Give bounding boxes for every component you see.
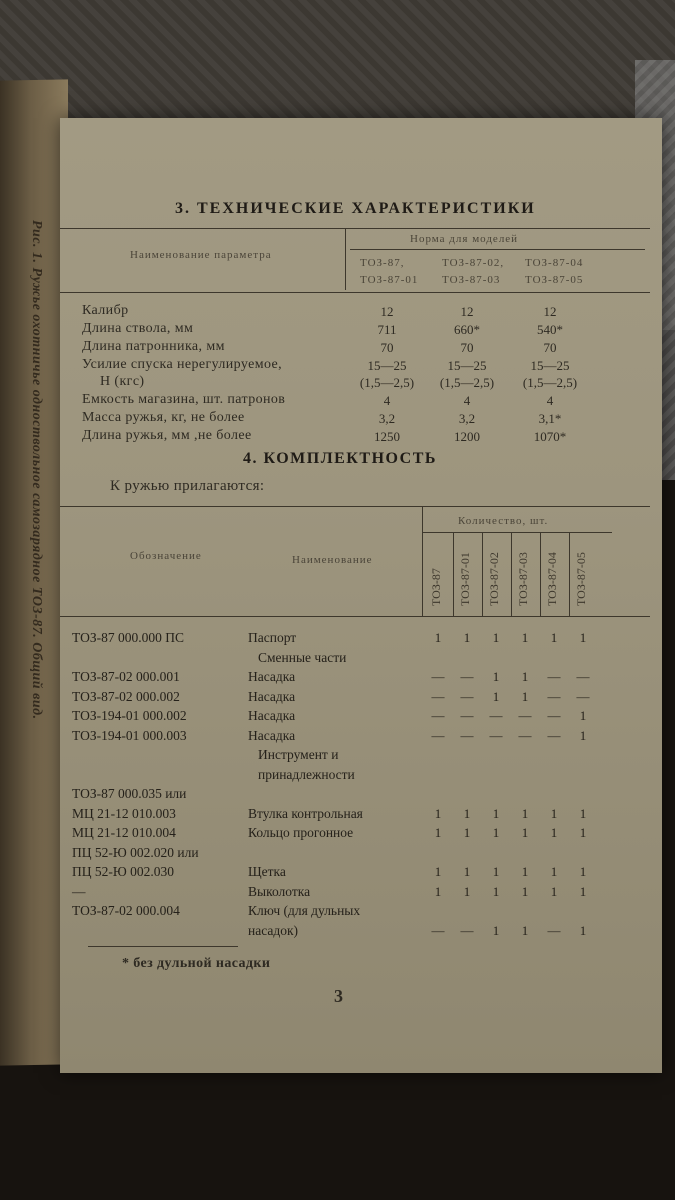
component-designation: ПЦ 52-Ю 002.020 или: [72, 844, 199, 860]
component-name: Насадка: [248, 727, 296, 743]
component-designation: —: [72, 883, 86, 899]
component-designation: ТОЗ-194-01 000.002: [72, 708, 187, 723]
component-qty: 1: [579, 922, 587, 938]
spec-name-6: Масса ружья, кг, не более: [82, 410, 245, 425]
model-col1-a: ТОЗ-87,: [360, 257, 405, 269]
component-qty: —: [460, 708, 474, 723]
component-qty: —: [547, 708, 561, 723]
spec-name-2: Длина патронника, мм: [82, 339, 225, 354]
qty-div-5: [569, 532, 570, 616]
component-designation: ТОЗ-87-02 000.002: [72, 688, 180, 704]
spec-val-3-1: 15—25: [447, 358, 487, 373]
spec-val-3-0: 15—25: [367, 358, 407, 373]
booklet-page: [60, 118, 662, 1073]
qty-model-1: ТОЗ-87-01: [458, 552, 472, 606]
col-designation-header: Обозначение: [130, 550, 202, 562]
component-qty: 1: [521, 825, 529, 840]
component-qty: 1: [521, 630, 529, 645]
qty-model-3: ТОЗ-87-03: [516, 552, 530, 606]
component-qty: —: [460, 688, 474, 704]
qty-div-2: [482, 532, 483, 616]
component-qty: 1: [492, 922, 500, 938]
component-qty: 1: [434, 630, 442, 645]
qty-model-4: ТОЗ-87-04: [545, 552, 559, 606]
component-qty: —: [460, 922, 474, 938]
component-qty: 1: [550, 883, 558, 899]
col-name-header: Наименование: [292, 554, 373, 566]
model-col2-b: ТОЗ-87-03: [442, 274, 501, 286]
component-qty: 1: [492, 805, 500, 821]
spec-val-7-0: 1250: [374, 429, 400, 444]
component-qty: 1: [521, 669, 529, 684]
spec-val-6-1: 3,2: [458, 411, 476, 426]
component-designation: ТОЗ-87 000.035 или: [72, 786, 187, 801]
component-qty: 1: [521, 864, 529, 879]
spec-val-4-1: (1,5—2,5): [439, 375, 495, 390]
rule-header-bottom: [60, 292, 650, 293]
qty-model-2: ТОЗ-87-02: [487, 552, 501, 606]
spec-val-2-0: 70: [380, 340, 394, 355]
qty-rule: [422, 532, 612, 533]
spec-name-0: Калибр: [82, 303, 129, 318]
component-qty: 1: [521, 688, 529, 704]
component-qty: —: [547, 688, 561, 704]
component-qty: 1: [579, 883, 587, 899]
spec-val-1-2: 540*: [537, 322, 563, 337]
component-qty: —: [576, 669, 590, 684]
section4-title: 4. КОМПЛЕКТНОСТЬ: [243, 450, 437, 467]
component-qty: 1: [521, 883, 529, 899]
spec-val-0-2: 12: [543, 304, 557, 319]
component-qty: —: [489, 708, 503, 723]
component-qty: 1: [550, 630, 558, 645]
component-qty: —: [489, 727, 503, 743]
component-name: Выколотка: [248, 883, 311, 899]
spec-val-5-0: 4: [383, 393, 391, 408]
component-qty: —: [547, 727, 561, 743]
component-qty: 1: [463, 805, 471, 821]
component-qty: —: [431, 922, 445, 938]
component-name: насадок): [248, 922, 299, 938]
spec-val-7-2: 1070*: [533, 429, 567, 444]
component-qty: —: [460, 727, 474, 743]
component-qty: 1: [579, 630, 587, 645]
component-name: Кольцо прогонное: [248, 825, 354, 840]
component-qty: 1: [579, 727, 587, 743]
component-qty: 1: [434, 864, 442, 879]
rule-sec4-top: [60, 506, 650, 507]
component-qty: 1: [492, 883, 500, 899]
component-designation: ТОЗ-194-01 000.003: [72, 727, 187, 743]
component-qty: —: [547, 669, 561, 684]
component-qty: 1: [463, 825, 471, 840]
spec-val-0-0: 12: [380, 304, 394, 319]
qty-left-divider: [422, 506, 423, 616]
component-designation: ТОЗ-87 000.000 ПС: [72, 630, 184, 645]
component-qty: 1: [492, 630, 500, 645]
component-qty: 1: [463, 883, 471, 899]
component-name: Инструмент и: [258, 747, 339, 762]
spec-val-0-1: 12: [460, 304, 474, 319]
qty-model-5: ТОЗ-87-05: [574, 552, 588, 606]
model-col3-b: ТОЗ-87-05: [525, 274, 584, 286]
component-designation: МЦ 21-12 010.004: [72, 825, 176, 840]
model-col2-a: ТОЗ-87-02,: [442, 257, 505, 269]
spec-val-5-2: 4: [546, 393, 554, 408]
component-qty: —: [431, 688, 445, 704]
component-qty: 1: [492, 688, 500, 704]
component-designation: МЦ 21-12 010.003: [72, 805, 176, 821]
component-qty: 1: [434, 825, 442, 840]
spec-val-2-2: 70: [543, 340, 557, 355]
model-col1-b: ТОЗ-87-01: [360, 274, 419, 286]
spec-val-1-1: 660*: [454, 322, 480, 337]
component-qty: 1: [434, 883, 442, 899]
component-qty: —: [518, 708, 532, 723]
spec-val-5-1: 4: [463, 393, 471, 408]
component-name: Паспорт: [248, 630, 297, 645]
component-qty: 1: [521, 805, 529, 821]
component-qty: 1: [550, 825, 558, 840]
norm-rule: [350, 249, 645, 250]
spec-val-7-1: 1200: [454, 429, 480, 444]
rule-top: [60, 228, 650, 229]
component-qty: —: [518, 727, 532, 743]
spec-name-3: Усилие спуска нерегулируемое,: [82, 357, 283, 372]
spec-name-5: Емкость магазина, шт. патронов: [82, 392, 286, 407]
qty-div-3: [511, 532, 512, 616]
component-qty: 1: [492, 669, 500, 684]
component-qty: 1: [579, 805, 587, 821]
spec-val-2-1: 70: [460, 340, 474, 355]
component-qty: —: [460, 669, 474, 684]
spec-val-6-0: 3,2: [378, 411, 396, 426]
component-qty: 1: [463, 630, 471, 645]
component-qty: 1: [521, 922, 529, 938]
param-header: Наименование параметра: [130, 249, 272, 261]
qty-model-0: ТОЗ-87: [429, 568, 443, 606]
page-number: 3: [334, 986, 344, 1006]
component-name: Втулка контрольная: [248, 805, 363, 821]
spec-name-4: Н (кгс): [100, 374, 145, 389]
component-name: Насадка: [248, 688, 296, 704]
component-qty: 1: [550, 864, 558, 879]
component-qty: 1: [579, 864, 587, 879]
spine-caption: Рис. 1. Ружье охотничье одноствольное самозарядное ТОЗ-87. Общий вид.: [29, 220, 44, 720]
spec-val-4-0: (1,5—2,5): [359, 375, 415, 390]
component-qty: 1: [492, 825, 500, 840]
header-divider: [345, 228, 346, 290]
col-qty-header: Количество, шт.: [458, 515, 549, 527]
spec-val-6-2: 3,1*: [538, 411, 562, 426]
component-designation: ТОЗ-87-02 000.004: [72, 903, 180, 918]
qty-div-1: [453, 532, 454, 616]
spec-val-1-0: 711: [377, 322, 397, 337]
component-qty: —: [547, 922, 561, 938]
rule-sec4-header-bottom: [60, 616, 650, 617]
component-name: Сменные части: [258, 649, 347, 665]
section4-intro: К ружью прилагаются:: [110, 478, 265, 494]
spec-val-3-2: 15—25: [530, 358, 570, 373]
component-qty: —: [431, 708, 445, 723]
section3-title: 3. ТЕХНИЧЕСКИЕ ХАРАКТЕРИСТИКИ: [175, 200, 536, 217]
qty-div-4: [540, 532, 541, 616]
component-qty: 1: [579, 708, 587, 723]
model-col3-a: ТОЗ-87-04: [525, 257, 584, 269]
component-name: Насадка: [248, 669, 296, 684]
component-name: Насадка: [248, 708, 296, 723]
component-qty: —: [576, 688, 590, 704]
component-name: Щетка: [248, 864, 286, 879]
footnote: * без дульной насадки: [122, 956, 271, 971]
component-qty: —: [431, 727, 445, 743]
component-qty: 1: [434, 805, 442, 821]
component-qty: 1: [463, 864, 471, 879]
spec-name-7: Длина ружья, мм ,не более: [82, 428, 252, 443]
component-designation: ТОЗ-87-02 000.001: [72, 669, 180, 684]
footnote-rule: [88, 946, 238, 947]
spec-name-1: Длина ствола, мм: [82, 321, 194, 336]
component-name: принадлежности: [258, 766, 355, 782]
norm-header: Норма для моделей: [410, 233, 519, 245]
component-qty: 1: [492, 864, 500, 879]
component-qty: 1: [550, 805, 558, 821]
component-qty: 1: [579, 825, 587, 840]
spec-val-4-2: (1,5—2,5): [522, 375, 578, 390]
component-designation: ПЦ 52-Ю 002.030: [72, 864, 174, 879]
component-qty: —: [431, 669, 445, 684]
component-name: Ключ (для дульных: [248, 903, 361, 918]
